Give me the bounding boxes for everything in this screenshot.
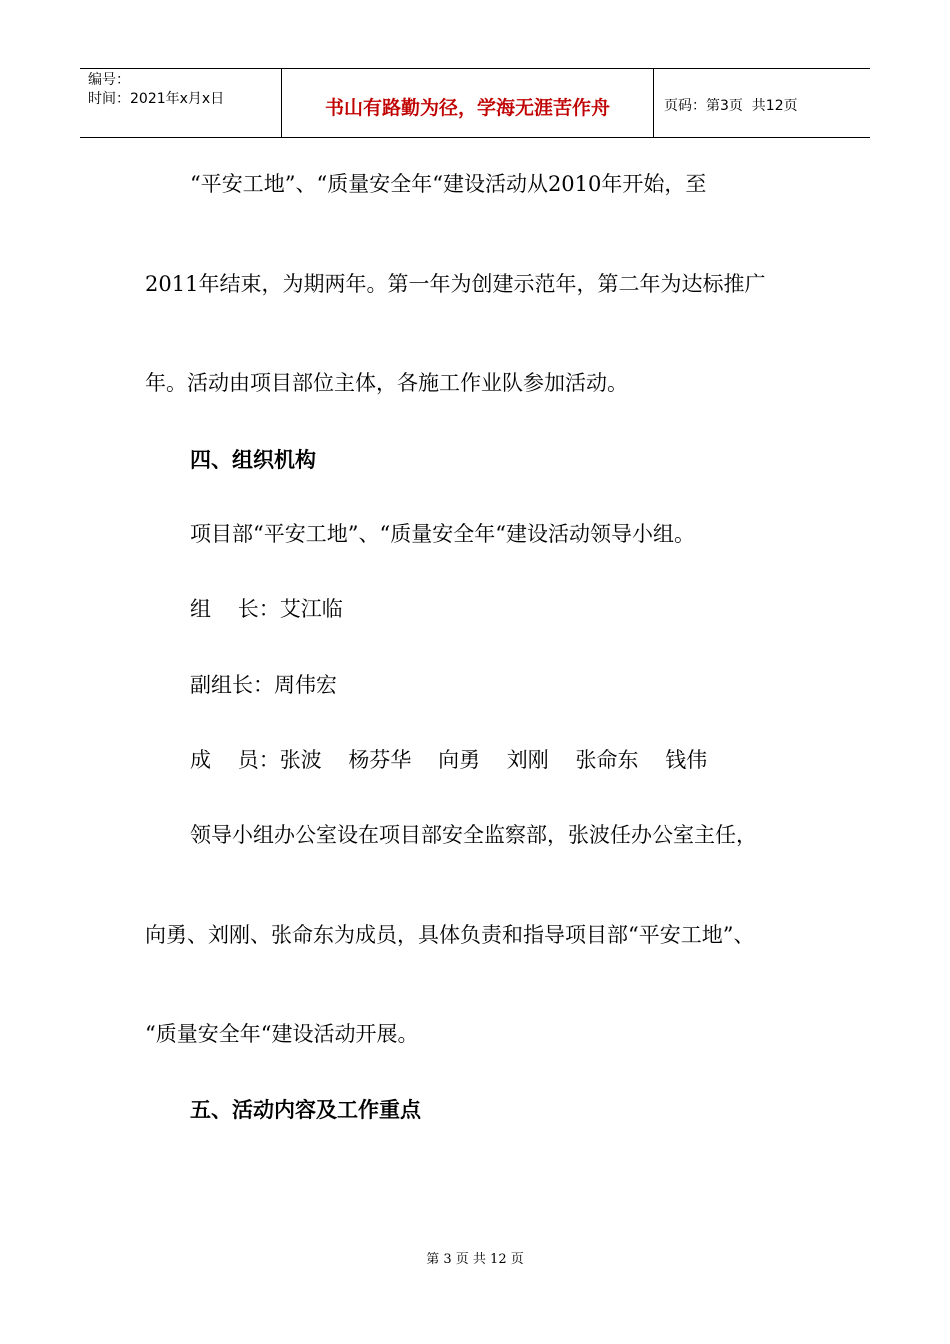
paragraph-line: 领导小组办公室设在项目部安全监察部，张波任办公室主任， [190, 823, 757, 847]
deputy-leader-line: 副组长：周伟宏 [190, 673, 337, 697]
header-page-info: 页码：第3页 共12页 [664, 98, 798, 114]
leader-line: 组 长：艾江临 [190, 597, 343, 621]
paragraph-line: 向勇、刘刚、张命东为成员，具体负责和指导项目部“平安工地”、 [145, 923, 755, 947]
page-footer: 第 3 页 共 12 页 [426, 1252, 524, 1267]
doc-number-label: 编号： [88, 72, 130, 88]
header-motto: 书山有路勤为径，学海无涯苦作舟 [282, 69, 654, 137]
paragraph-line: 项目部“平安工地”、“质量安全年“建设活动领导小组。 [190, 522, 695, 546]
paragraph-line: “质量安全年“建设活动开展。 [145, 1022, 419, 1046]
members-line: 成 员：张波 杨芬华 向勇 刘刚 张命东 钱伟 [190, 748, 708, 772]
header-meta [80, 69, 282, 137]
paragraph-line: 2011年结束，为期两年。第一年为创建示范年，第二年为达标推广 [145, 272, 766, 296]
page-header [80, 68, 870, 138]
paragraph-line: 年。活动由项目部位主体，各施工作业队参加活动。 [145, 371, 628, 395]
doc-date-label: 时间：2021年x月x日 [88, 91, 225, 107]
section-heading: 五、活动内容及工作重点 [190, 1098, 421, 1122]
section-heading: 四、组织机构 [190, 448, 316, 472]
paragraph-line: “平安工地”、“质量安全年“建设活动从2010年开始，至 [190, 172, 707, 196]
